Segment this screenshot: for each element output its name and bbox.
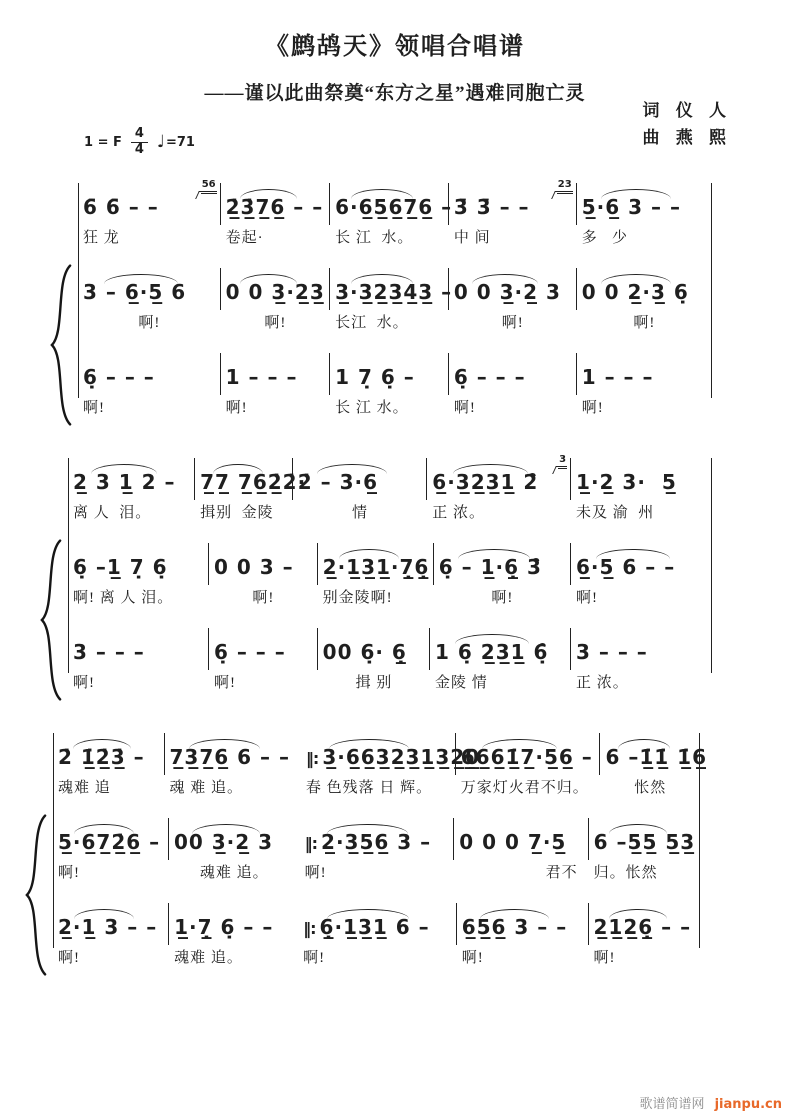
notes-text: 1̲·7̣̲ 6̣ – –: [174, 915, 274, 939]
lyric-text: 啊!: [461, 950, 484, 966]
notes-text: 3 – 6̲·5̲ 6: [83, 280, 187, 304]
tempo-value: =71: [165, 134, 195, 150]
chorus-lower-voice: [53, 905, 700, 972]
measure: [577, 185, 712, 252]
lyric-text: 啊!: [264, 315, 287, 331]
lyric-text: 万家灯火君不归。: [460, 780, 589, 796]
notes-text: 0 0 2̲·3̲ 6̣: [581, 280, 689, 304]
notes-row: [68, 545, 712, 612]
notes-text: 6·6̲5̲6̲7̲6̲ –: [335, 195, 453, 219]
measure: [318, 545, 434, 612]
notes-text: 2̇ 1̲̇2̲̇3̲̇ –: [58, 745, 145, 769]
grace-notes: 23: [557, 180, 573, 194]
notes-row: [78, 179, 712, 252]
notes-text: 2̲·1̲3̲1̲·7̣̲6̣̲: [322, 555, 430, 579]
system-2: [0, 454, 790, 697]
lyric-text: 啊!: [633, 315, 656, 331]
repeat-start-sign: ‖:: [304, 834, 318, 853]
score: [0, 179, 790, 972]
tempo-marking: [157, 132, 195, 152]
brace-icon: [23, 814, 49, 976]
chorus-group: [68, 545, 712, 697]
notes-row: [53, 905, 700, 972]
measure: [293, 460, 428, 527]
chorus-group: [78, 270, 712, 422]
notes-text-line: [335, 355, 444, 391]
lyric-text: 啊!: [225, 400, 248, 416]
system-staves: [53, 735, 707, 972]
notes-row: [78, 355, 712, 422]
notes-text-line: [459, 820, 583, 856]
chorus-lower-voice: [78, 355, 712, 422]
chorus-group: [53, 820, 700, 972]
measure: [78, 179, 221, 252]
measure: [165, 735, 301, 802]
lyric-text: 啊!: [213, 675, 236, 691]
measure: [430, 630, 571, 697]
system-staves: [78, 179, 712, 422]
measure: [53, 820, 169, 887]
repeat-start-sign: ‖:: [305, 749, 319, 768]
notes-text-line: [174, 905, 293, 941]
measure: [195, 460, 307, 527]
notes-text-line: [576, 630, 707, 666]
notes-text: 3̲·6̲6̲3̲2̲3̲1̲3̲2̲0̲: [322, 745, 481, 769]
notes-text-line: [83, 355, 216, 391]
page-subtitle: ——谨以此曲祭奠“东方之星”遇难同胞亡灵: [204, 83, 586, 104]
watermark: [639, 1093, 782, 1112]
chorus-upper-voice: [78, 270, 712, 337]
lyric-text: 啊!: [83, 400, 105, 416]
measure: [457, 905, 589, 972]
notes-text: 3̲·3̲2̲3̲4̲3̲ –: [335, 280, 453, 304]
measure: [577, 355, 712, 422]
chorus-upper-voice: [53, 820, 700, 887]
notes-text: 00 6̣· 6̣̲: [322, 640, 407, 664]
lyric-text: 长 江 水。: [335, 230, 414, 246]
notes-text: 6̣̲·1̲3̲1̲ 6 –: [319, 915, 430, 939]
lyric-text: 魂难 追。: [199, 865, 269, 881]
lyric-text: 揖别 金陵: [200, 505, 274, 521]
measure: [434, 545, 571, 612]
lyric-text: 魂难 追。: [174, 950, 243, 966]
system-3: [0, 735, 790, 972]
lyricist-credit: 词 仪 人: [642, 101, 732, 120]
lyric-text: 卷起·: [225, 230, 264, 246]
notes-row: [68, 454, 712, 527]
lyric-text: 啊!: [491, 590, 514, 606]
lyric-text: 魂 难 追。: [169, 780, 244, 796]
measure: [454, 820, 588, 887]
notes-text: 3 – – –: [73, 640, 145, 664]
measure: [318, 630, 430, 697]
composer-credit: 曲 燕 熙: [642, 128, 732, 148]
notes-text: 6̣ – – –: [213, 640, 286, 664]
notes-text: 2̇ – 3·6̲: [297, 470, 379, 494]
notes-text: 1̲·2̲ 3· 5̲: [576, 470, 677, 494]
lead-voice: [68, 454, 712, 527]
key-signature: 1 = F: [84, 134, 122, 150]
page-title: 《鹧鸪天》领唱合唱谱: [265, 34, 525, 60]
time-signature: [131, 127, 148, 158]
measure: [221, 355, 330, 422]
notes-text: 0 0 3̲·2̲ 3: [453, 280, 561, 304]
measure: [600, 735, 707, 802]
grace-notes: 3: [558, 455, 567, 469]
notes-text: 2̲·3̲5̲6̲ 3 –: [321, 830, 432, 854]
measure: [68, 630, 209, 697]
lyric-text: 金陵 情: [435, 675, 488, 691]
lyric-text: 情: [352, 505, 369, 521]
measure: [53, 735, 165, 802]
measure: [68, 460, 195, 527]
notes-text-line: [73, 545, 204, 581]
lyric-text: 啊!: [581, 400, 604, 416]
notes-text: 2̲·1̲ 3 – –: [58, 915, 158, 939]
measure: [589, 820, 700, 887]
measure: [571, 460, 712, 527]
measure: [221, 270, 330, 337]
measure: [330, 270, 453, 337]
notes-text: 6̄ 6̄ – –: [83, 195, 159, 219]
lyric-text: 未及 渝 州: [576, 505, 655, 521]
lyric-text: 啊!: [138, 315, 161, 331]
notes-text: 2̲1̲2̲6̣̲ – –: [593, 915, 692, 939]
notes-text: 7̲7̲ 7̲6̲2̲̇2̇·: [200, 470, 307, 494]
lyric-text: 啊!: [58, 950, 80, 966]
notes-text: 7̲3̲7̲6̲ 6 – –: [169, 745, 290, 769]
lyric-text: 啊!: [453, 400, 476, 416]
brace-icon: [38, 539, 64, 701]
lyric-text: 狂 龙: [83, 230, 120, 246]
lyric-text: 啊!: [73, 675, 95, 691]
system-staves: [68, 454, 712, 697]
measure: [221, 185, 330, 252]
notes-row: [53, 735, 707, 802]
watermark-site-name: 歌谱简谱网: [639, 1097, 705, 1112]
notes-text: 6̣ – 1̲·6̣̲ 3̑: [438, 555, 542, 579]
notes-text-line: [323, 630, 425, 666]
measure: [577, 270, 712, 337]
notes-text: 0 0 0 7̲·5̲: [459, 830, 567, 854]
lyric-text: 揖 别: [355, 675, 393, 691]
lyric-text: 啊!: [576, 590, 599, 606]
chorus-lower-voice: [68, 630, 712, 697]
system-1: [0, 179, 790, 422]
notes-text-line: [73, 630, 204, 666]
lyric-text: 归。怅然: [593, 865, 658, 881]
lyric-text: 长 江 水。: [335, 400, 409, 416]
lyric-text: 正 浓。: [576, 675, 629, 691]
measure: [78, 270, 221, 337]
notes-text: 0 0 3 –: [213, 555, 294, 579]
notes-text: 5̲·6̲7̲2̲̇6̲ –: [58, 830, 161, 854]
lyric-text: 中 间: [453, 230, 491, 246]
measure: [78, 355, 221, 422]
measure: [301, 735, 481, 802]
measure: [209, 630, 318, 697]
measure: [330, 185, 453, 252]
notes-text: 2̲ 3 1̲ 2 –: [73, 470, 176, 494]
notes-text: 1 – – –: [581, 365, 654, 389]
notes-text: 6 –5̲5̲ 5̲3̲: [593, 830, 696, 854]
notes-text: 6̣ – – –: [83, 365, 155, 389]
lyric-text: 正 浓。: [432, 505, 486, 521]
lead-voice: [78, 179, 712, 252]
notes-text: 3 – – –: [576, 640, 648, 664]
lead-voice: [53, 735, 707, 802]
notes-text: 1 – – –: [225, 365, 298, 389]
lyric-text: 魂难 追: [58, 780, 111, 796]
notes-row: [78, 270, 712, 337]
lyric-text: 啊! 离 人 泪。: [73, 590, 174, 606]
time-signature-bottom: 4: [134, 141, 144, 157]
measure: [449, 355, 577, 422]
lyric-text: 长江 水。: [335, 315, 409, 331]
notes-row: [53, 820, 700, 887]
notes-text: 6̲·5̲ 6 – –: [576, 555, 676, 579]
notes-text-line: [582, 355, 707, 391]
measure: [449, 179, 577, 252]
quarter-note-icon: ♩: [156, 132, 165, 152]
time-signature-top: 4: [131, 127, 148, 143]
measure: [330, 355, 449, 422]
notes-text: 5̲·6̲ 3 – –: [581, 195, 681, 219]
notes-text: 1 6̣ 2̲3̲1̲ 6̣̑: [435, 640, 549, 664]
measure: [298, 905, 457, 972]
measure: [427, 454, 571, 527]
measure: [68, 545, 209, 612]
brace-icon: [48, 264, 74, 426]
notes-text: 6̲6̲6̲1̲̇7̲·5̲6̲ –: [460, 745, 593, 769]
notes-text: 1 7̣ 6̣ –: [335, 365, 415, 389]
measure: [209, 545, 318, 612]
lyric-text: 怅然: [634, 780, 667, 796]
lyric-text: 啊!: [252, 590, 275, 606]
notes-text-line: [83, 185, 216, 221]
measure: [571, 630, 712, 697]
measure: [169, 905, 298, 972]
lyric-text: 啊!: [304, 865, 327, 881]
credits: [643, 97, 733, 151]
notes-text: 0 0 3̲·2̲3̲: [225, 280, 325, 304]
lyric-text: 啊!: [501, 315, 524, 331]
repeat-start-sign: ‖:: [303, 919, 316, 938]
chorus-upper-voice: [68, 545, 712, 612]
notes-text-line: [226, 355, 325, 391]
lyric-text: 多 少: [581, 230, 628, 246]
lyric-text: 离 人 泪。: [73, 505, 152, 521]
lyric-text: 啊!: [303, 950, 326, 966]
notes-row: [68, 630, 712, 697]
notes-text-line: [576, 460, 707, 496]
lyric-text: 君不: [545, 865, 578, 881]
notes-text: 6̲·3̲2̲3̲1̲ 2̑: [432, 470, 539, 494]
measure: [53, 905, 169, 972]
measure: [449, 270, 577, 337]
measure: [456, 735, 601, 802]
measure: [571, 545, 712, 612]
grace-notes: 56: [201, 180, 217, 194]
notes-text: 2̲̇3̲̇7̲6̲ – –: [225, 195, 324, 219]
notes-text: 3̄ 3̄ – –: [453, 195, 530, 219]
watermark-site-url: jianpu.cn: [714, 1097, 782, 1112]
lyric-text: 别金陵啊!: [322, 590, 393, 606]
notes-text: 00 3̲·2̲ 3: [173, 830, 274, 854]
notes-text-line: [214, 630, 313, 666]
notes-text: 6̲5̲6̲ 3 – –: [461, 915, 568, 939]
lyric-text: 啊!: [58, 865, 80, 881]
notes-text-line: [214, 545, 313, 581]
lyric-text: 春 色残落 日 辉。: [305, 780, 433, 796]
measure: [169, 820, 300, 887]
notes-text: 6̣ –1̲ 7̣ 6̣: [73, 555, 168, 579]
lyric-text: 啊!: [593, 950, 616, 966]
measure: [589, 905, 701, 972]
notes-text: 6̣ – – –: [453, 365, 526, 389]
notes-text-line: [454, 355, 572, 391]
notes-text: 6 –1̲̇1̲̇ 1̲̇6̲: [605, 745, 707, 769]
measure: [300, 820, 455, 887]
